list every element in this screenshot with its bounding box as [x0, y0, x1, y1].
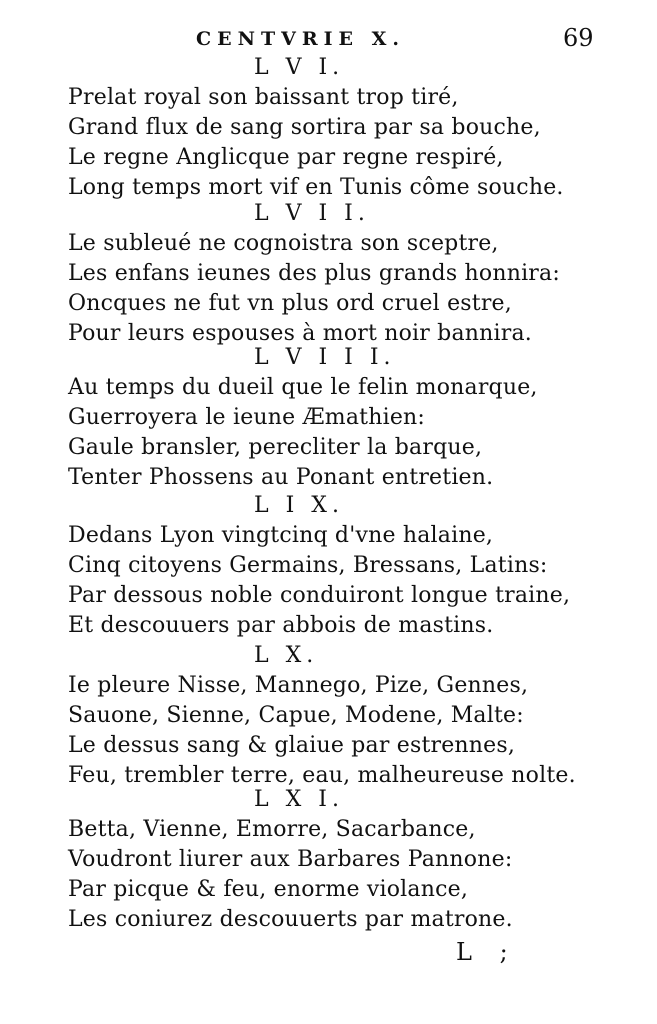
quatrain-number: L V I. [254, 55, 345, 80]
verse-line: Cinq citoyens Germains, Bressans, Latins: [68, 553, 548, 578]
quatrain-number: L I X. [254, 493, 344, 518]
signature-mark: L ; [456, 938, 518, 966]
quatrain-number: L X. [254, 643, 319, 668]
verse-line: Sauone, Sienne, Capue, Modene, Malte: [68, 703, 524, 728]
quatrain-number: L V I I. [254, 201, 370, 226]
verse-line: Par dessous noble conduiront longue traine, [68, 583, 571, 608]
verse-line: Le subleué ne cognoistra son sceptre, [68, 231, 499, 256]
verse-line: Prelat royal son baissant trop tiré, [68, 85, 459, 110]
quatrain-number: L V I I I. [254, 345, 396, 370]
verse-line: Feu, trembler terre, eau, malheureuse nolte. [68, 763, 576, 788]
page-number: 69 [563, 24, 594, 52]
verse-line: Par picque & feu, enorme violance, [68, 877, 469, 902]
verse-line: Tenter Phossens au Ponant entretien. [68, 465, 494, 490]
verse-line: Les enfans ieunes des plus grands honnira: [68, 261, 560, 286]
verse-line: Le dessus sang & glaiue par estrennes, [68, 733, 516, 758]
verse-line: Gaule bransler, perecliter la barque, [68, 435, 483, 460]
verse-line: Ie pleure Nisse, Mannego, Pize, Gennes, [68, 673, 529, 698]
verse-line: Oncques ne fut vn plus ord cruel estre, [68, 291, 512, 316]
verse-line: Les coniurez descouuerts par matrone. [68, 907, 513, 932]
verse-line: Guerroyera le ieune Æmathien: [68, 405, 426, 430]
quatrain-number: L X I. [254, 787, 344, 812]
verse-line: Et descouuers par abbois de mastins. [68, 613, 494, 638]
verse-line: Au temps du dueil que le felin monarque, [68, 375, 538, 400]
verse-line: Long temps mort vif en Tunis côme souche. [68, 175, 564, 200]
verse-line: Betta, Vienne, Emorre, Sacarbance, [68, 817, 476, 842]
page-header [0, 24, 657, 58]
verse-line: Voudront liurer aux Barbares Pannone: [68, 847, 513, 872]
verse-line: Le regne Anglicque par regne respiré, [68, 145, 504, 170]
verse-line: Pour leurs espouses à mort noir bannira. [68, 321, 532, 346]
verse-line: Dedans Lyon vingtcinq d'vne halaine, [68, 523, 494, 548]
verse-line: Grand flux de sang sortira par sa bouche, [68, 115, 541, 140]
running-head: CENTVRIE X. [196, 28, 405, 50]
